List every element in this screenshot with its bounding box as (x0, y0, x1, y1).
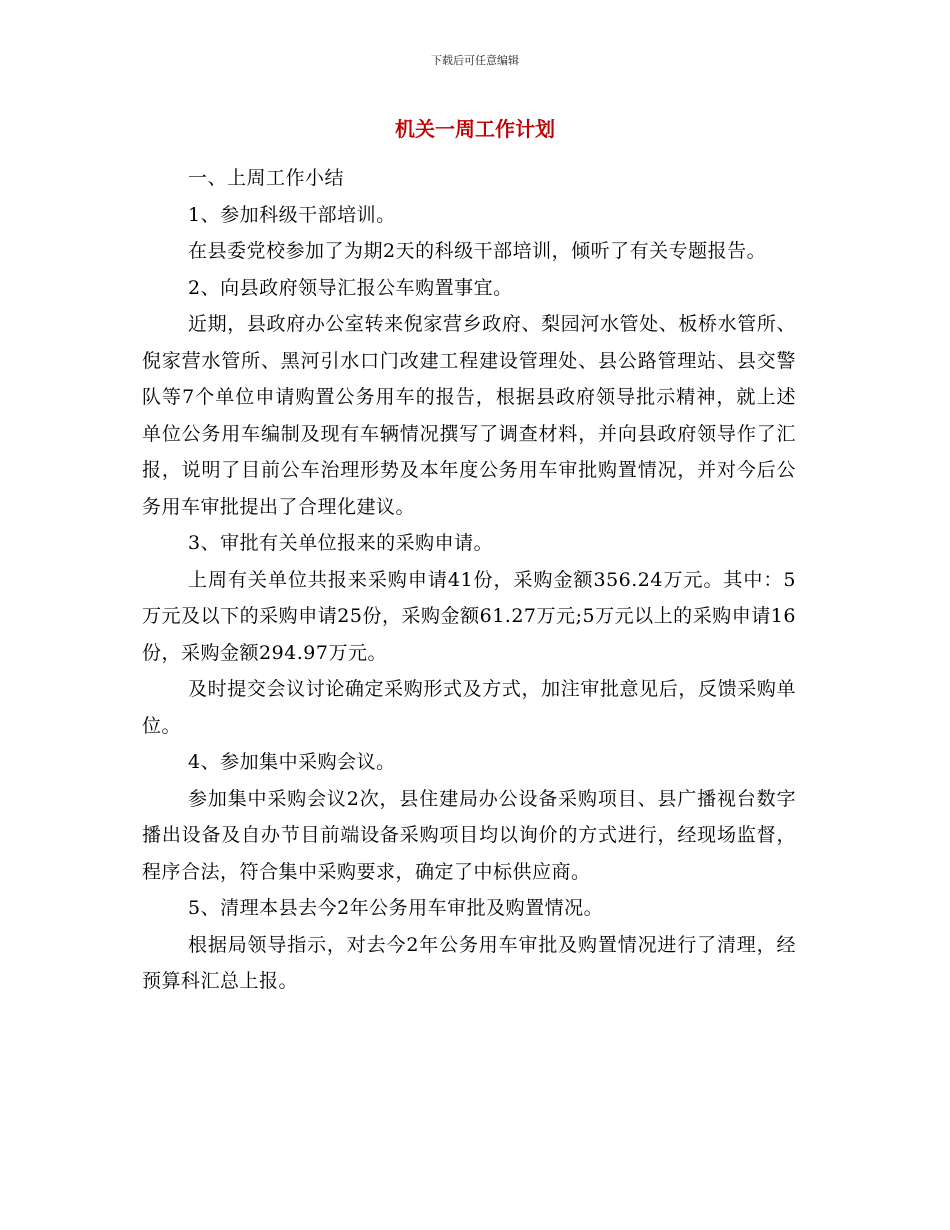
section-heading: 一、上周工作小结 (188, 167, 345, 189)
paragraph: 参加集中采购会议2次，县住建局办公设备采购项目、县广播视台数字播出设备及自办节目前端设备采购项目均以询价的方式进行，经现场监督，程序合法，符合集中采购要求，确定了中标供应商。 (142, 787, 796, 883)
paragraph: 上周有关单位共报来采购申请41份，采购金额356.24万元。其中：5万元及以下的采购申请25份，采购金额61.27万元;5万元以上的采购申请16份，采购金额294.97万元。 (142, 568, 796, 664)
header-note: 下载后可任意编辑 (431, 54, 519, 67)
item-heading: 1、参加科级干部培训。 (188, 203, 396, 226)
item-heading: 2、向县政府领导汇报公车购置事宜。 (188, 276, 513, 299)
paragraph: 根据局领导指示，对去今2年公务用车审批及购置情况进行了清理，经预算科汇总上报。 (142, 933, 796, 992)
item-heading: 4、参加集中采购会议。 (188, 751, 396, 773)
item-heading: 5、清理本县去今2年公务用车审批及购置情况。 (188, 897, 604, 919)
document-body (142, 160, 796, 1000)
paragraph: 近期，县政府办公室转来倪家营乡政府、梨园河水管处、板桥水管所、倪家营水管所、黑河引水口门改建工程建设管理处、县公路管理站、县交警队等7个单位申请购置公务用车的报告，根据县政府领导批示精神，就上述单位公务用车编制及现有车辆情况撰写了调查材料，并向县政府领导作了汇报，说明了目前公车治理形势及本年度公务用车审批购置情况，并对今后公务用车审批提出了合理化建议。 (142, 313, 796, 518)
item-heading: 3、审批有关单位报来的采购申请。 (188, 532, 494, 554)
paragraph: 在县委党校参加了为期2天的科级干部培训，倾听了有关专题报告。 (188, 240, 767, 262)
document-title: 机关一周工作计划 (395, 117, 555, 141)
paragraph: 及时提交会议讨论确定采购形式及方式，加注审批意见后，反馈采购单位。 (142, 678, 796, 737)
